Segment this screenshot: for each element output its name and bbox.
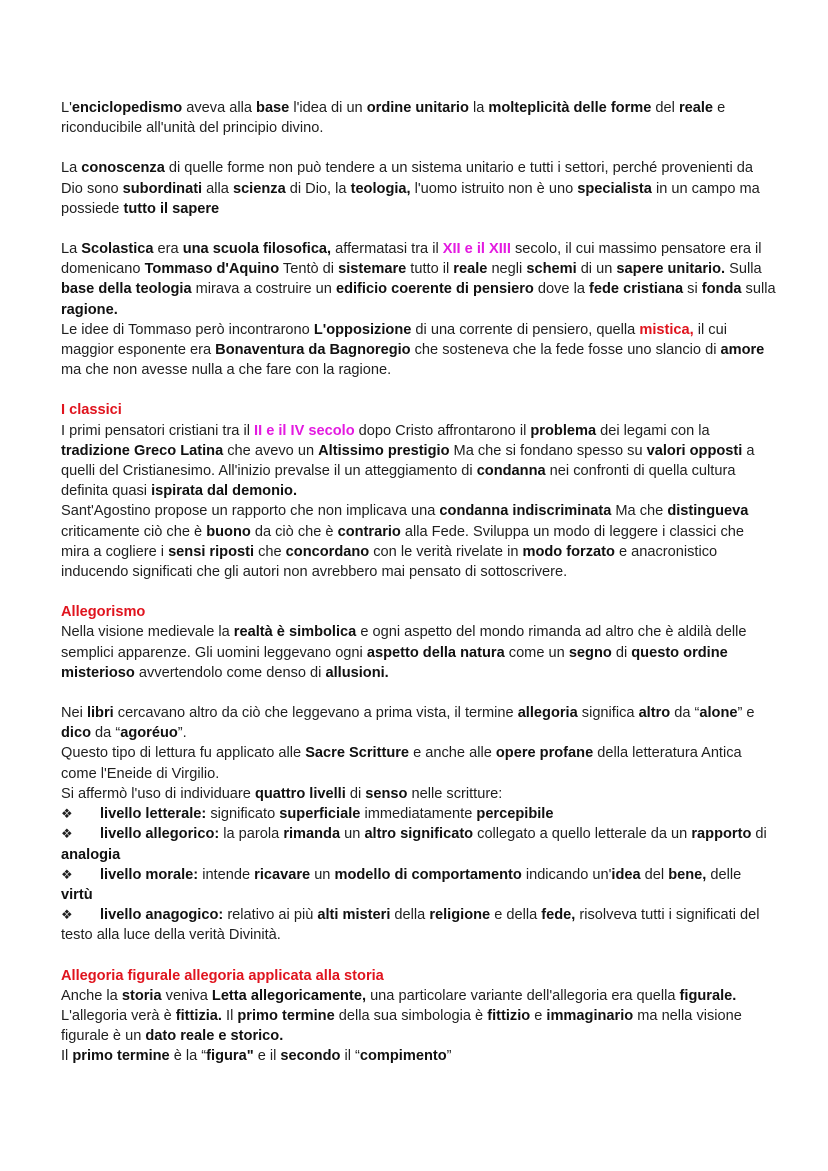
heading-allegorismo: Allegorismo: [61, 604, 146, 621]
paragraph-opposizione: Le idee di Tommaso però incontrarono L'opposizione di una corrente di pensiero, quella mistica, il cui maggior esponente era Bonaventura da Bagnoregio che sosteneva che la fede fosse uno slancio di amore ma che non avesse nulla a che fare con la ragione.: [61, 321, 765, 379]
heading-allegoria-figurale: Allegoria figurale allegoria applicata alla storia: [61, 967, 384, 984]
diamond-bullet-icon: ❖: [61, 907, 73, 923]
paragraph-figura-compimento: Il primo termine è la “figura" e il secondo il “compimento”: [61, 1048, 452, 1065]
paragraph-conoscenza: La conoscenza di quelle forme non può tendere a un sistema unitario e tutti i settori, perché provenienti da Dio sono subordinati alla scienza di Dio, la teologia, l'uomo istruito non è uno specialista in un campo ma possiede tutto il sapere: [61, 160, 760, 217]
list-item-livello-morale: ❖ livello morale: intende ricavare un modello di comportamento indicando un'idea del bene, delle virtù: [61, 866, 742, 903]
paragraph-storia: Anche la storia veniva Letta allegoricamente, una particolare variante dell'allegoria era quella figurale.: [61, 987, 737, 1004]
paragraph-enciclopedismo: L'enciclopedismo aveva alla base l'idea di un ordine unitario la molteplicità delle forme del reale e riconducibile all'unità del principio divino.: [61, 100, 726, 137]
document-page: [61, 98, 776, 1067]
list-item-livello-allegorico: ❖ livello allegorico: la parola rimanda un altro significato collegato a quello letterale da un rapporto di analogia: [61, 826, 767, 863]
heading-i-classici: I classici: [61, 402, 122, 419]
paragraph-libri: Nei libri cercavano altro da ciò che leggevano a prima vista, il termine allegoria significa altro da “alone” e dico da “agoréuo”.: [61, 705, 755, 742]
paragraph-scolastica: La Scolastica era una scuola filosofica, affermatasi tra il XII e il XIII secolo, il cui massimo pensatore era il domenicano Tommaso d'Aquino Tentò di sistemare tutto il reale negli schemi di un sapere unitario. Sulla base della teologia mirava a costruire un edificio coerente di pensiero dove la fede cristiana si fonda sulla ragione.: [61, 241, 776, 318]
list-item-livello-letterale: ❖ livello letterale: significato superficiale immediatamente percepibile: [61, 804, 776, 824]
diamond-bullet-icon: ❖: [61, 806, 73, 822]
paragraph-visione-medievale: Nella visione medievale la realtà è simbolica e ogni aspetto del mondo rimanda ad altro che è aldilà delle semplici apparenze. Gli uomini leggevano ogni aspetto della natura come un segno di questo ordine misterioso avvertendolo come denso di allusioni.: [61, 624, 747, 681]
paragraph-fittizia: L'allegoria verà è fittizia. Il primo termine della sua simbologia è fittizio e immaginario ma nella visione figurale è un dato reale e storico.: [61, 1007, 742, 1045]
paragraph-quattro-livelli: Si affermò l'uso di individuare quattro livelli di senso nelle scritture:: [61, 785, 503, 802]
paragraph-sacre-scritture: Questo tipo di lettura fu applicato alle Sacre Scritture e anche alle opere profane della letteratura Antica come l'Eneide di Virgilio.: [61, 745, 742, 782]
paragraph-pensatori-cristiani: I primi pensatori cristiani tra il II e il IV secolo dopo Cristo affrontarono il problema dei legami con la tradizione Greco Latina che avevo un Altissimo prestigio Ma che si fondano spesso su valori opposti a quelli del Cristianesimo. All'inizio prevalse il un atteggiamento di condanna nei confronti di quella cultura definita quasi ispirata dal demonio.: [61, 422, 755, 500]
diamond-bullet-icon: ❖: [61, 826, 73, 842]
diamond-bullet-icon: ❖: [61, 866, 73, 882]
paragraph-sant-agostino: Sant'Agostino propose un rapporto che non implicava una condanna indiscriminata Ma che distingueva criticamente ciò che è buono da ciò che è contrario alla Fede. Sviluppa un modo di leggere i classici che mira a cogliere i sensi riposti che concordano con le verità rivelate in modo forzato e anacronistico inducendo significati che gli autori non avrebbero mai pensato di sottoscrivere.: [61, 503, 749, 581]
list-item-livello-anagogico: ❖ livello anagogico: relativo ai più alti misteri della religione e della fede, risolveva tutti i significati del testo alla luce della verità Divinità.: [61, 907, 760, 944]
